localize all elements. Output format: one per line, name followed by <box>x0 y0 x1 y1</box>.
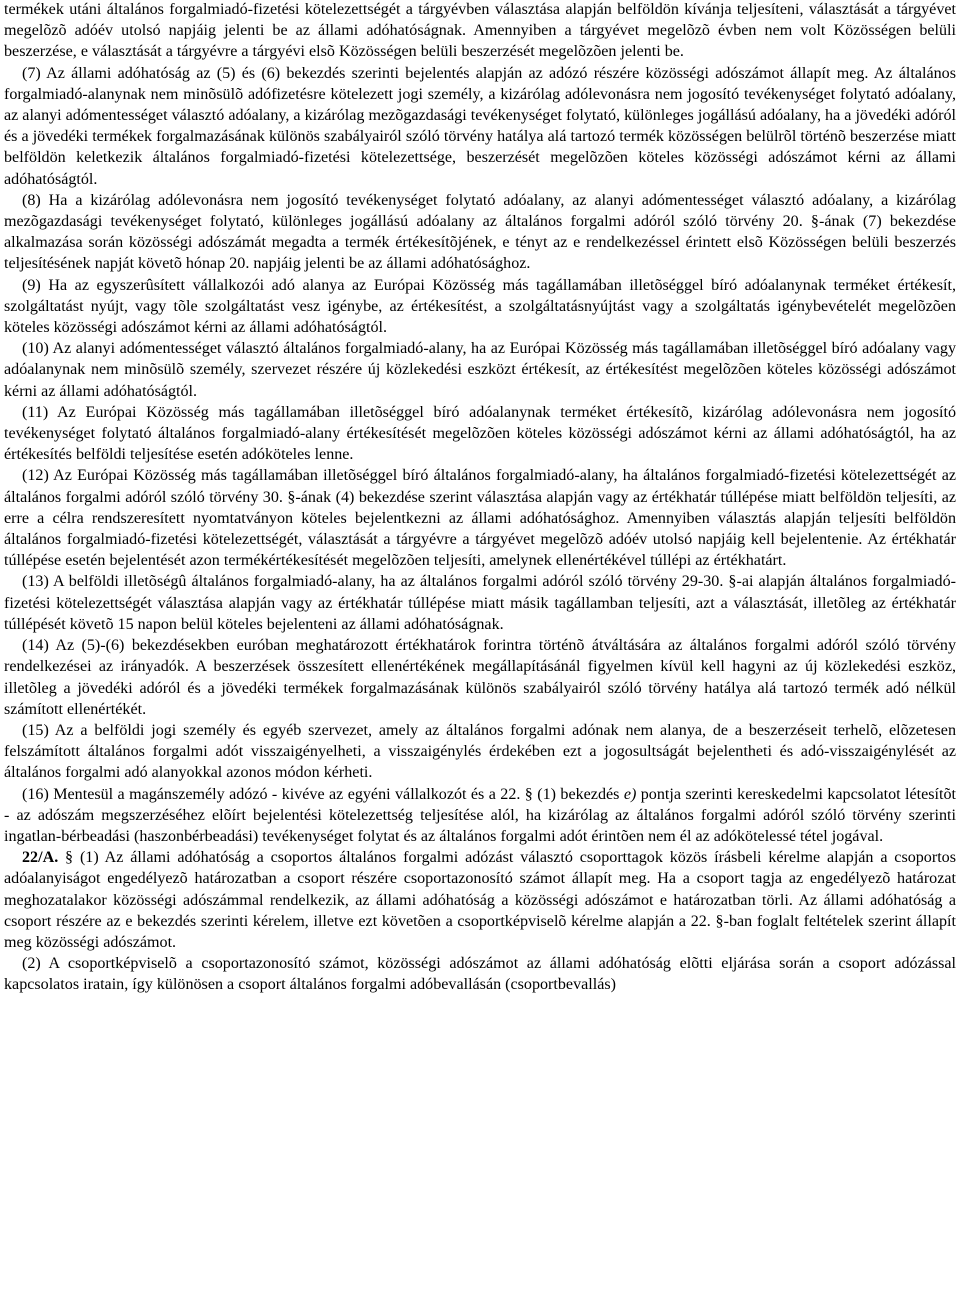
section-22a-paragraph-1 <box>4 847 956 953</box>
paragraph-continuation: termékek utáni általános forgalmiadó-fizetési kötelezettségét a tárgyévben választása alapján belföldön kívánja teljesíteni, választását a tárgyévet megelõzõ adóév utolsó napjáig jelenti be az állami adóhatóságnak. Amennyiben a tárgyévet megelõzõ évben nem volt Közösségen belüli beszerzése, e választását a tárgyévre a tárgyévi elsõ Közösségen belüli beszerzését megelõzõen jelenti be. <box>4 1 956 61</box>
paragraph-7: (7) Az állami adóhatóság az (5) és (6) bekezdés szerinti bejelentés alapján az adózó részére közösségi adószámot állapít meg. Az általános forgalmiadó-alanynak nem minõsülõ adófizetésre kötelezett jogi személy, a kizárólag adólevonásra nem jogosító tevékenységet folytató adóalany, az alanyi adómentességet választó adóalany, a kizárólag mezõgazdasági tevékenységet folytató, különleges jogállású adóalany, ha a jövedéki adóról és a jövedéki termékek forgalmazásának különös szabályairól szóló törvény hatálya alá tartozó termék közösségen belülrõl történõ beszerzése miatt belföldön keletkezik általános forgalmiadó-fizetési kötelezettsége, beszerzését megelõzõen köteles közösségi adószámot kérni az állami adóhatóságtól. <box>4 64 956 188</box>
paragraph-8: (8) Ha a kizárólag adólevonásra nem jogosító tevékenységet folytató adóalany, az alanyi adómentességet választó adóalany, a kizárólag mezõgazdasági tevékenységet folytató, különleges jogállású adóalany az általános forgalmi adóról szóló törvény 20. §-ának (7) bekezdése alkalmazása során közösségi adószámát megadta a termék értékesítõjének, e tényt az e rendelkezéssel érintett elsõ Közösségen belüli beszerzés teljesítésének napját követõ hónap 20. napjáig jelenti be az állami adóhatósághoz. <box>4 191 956 273</box>
paragraph-12: (12) Az Európai Közösség más tagállamában illetõséggel bíró általános forgalmiadó-alany, ha általános forgalmiadó-fizetési kötelezettségét az általános forgalmi adóról szóló törvény 30. §-ának (4) bekezdése szerint választása alapján vagy az értékhatár túllépése miatt belföldön teljesíti, az erre a célra rendszeresített nyomtatványon köteles bejelentkezni az állami adóhatósághoz. Amennyiben választás alapján teljesíti belföldön általános forgalmiadó-fizetési kötelezettségét, választását a tárgyévre a tárgyévet megelõzõ adóév utolsó napjáig kell bejelentenie. Az értékhatár túllépése esetén bejelentését azon termékértékesítését megelõzõen teljesíti, amelynek ellenértékével túllépi az értékhatárt. <box>4 467 956 570</box>
paragraph-15: (15) Az a belföldi jogi személy és egyéb szervezet, amely az általános forgalmi adónak nem alanya, de a beszerzéseit terhelõ, elõzetesen felszámított általános forgalmi adót visszaigényelheti, a visszaigénylés érdekében ezt a jogosultságát bejelentheti és adó-visszaigénylését az általános forgalmi adó alanyokkal azonos módon kérheti. <box>4 721 956 782</box>
paragraph-16 <box>4 784 956 848</box>
paragraph-10: (10) Az alanyi adómentességet választó általános forgalmiadó-alany, ha az Európai Közösség más tagállamában illetõséggel bíró adóalany vagy adóalanynak nem minõsülõ személy, szervezet részére új közlekedési eszközt értékesít, az értékesítést megelõzõen köteles közösségi adószámot kérni az állami adóhatóságtól. <box>4 340 956 400</box>
paragraph-9: (9) Ha az egyszerûsített vállalkozói adó alanya az Európai Közösség más tagállamában illetõséggel bíró adóalanynak terméket értékesít, szolgáltatást nyújt, vagy tõle szolgáltatást vesz igénybe, az értékesítést, a szolgáltatásnyújtást vagy a szolgáltatás igénybevételét megelõzõen köteles közösségi adószámot kérni az állami adóhatóságtól. <box>4 276 956 337</box>
paragraph-11: (11) Az Európai Közösség más tagállamában illetõséggel bíró adóalanynak terméket értékesítõ, kizárólag adólevonásra nem jogosító tevékenységet folytató általános forgalmiadó-alany értékesítését megelõzõen köteles közösségi adószámot kérni az állami adóhatóságtól, ha az értékesítés belföldi teljesítése esetén adóköteles lenne. <box>4 403 956 464</box>
paragraph-16-italic-point: e) <box>623 785 637 803</box>
paragraph-13: (13) A belföldi illetõségû általános forgalmiadó-alany, ha az általános forgalmi adóról szóló törvény 29-30. §-ai alapján általános forgalmiadó-fizetési kötelezettségét választása alapján vagy az értékhatár túllépése miatt másik tagállamban teljesíti, azt a választását, illetõleg az értékhatár túllépését követõ 15 napon belül köteles bejelenteni az állami adóhatóságnak. <box>4 573 956 633</box>
section-22a-paragraph-1-text: § (1) Az állami adóhatóság a csoportos általános forgalmi adózást választó csoporttagok közös írásbeli kérelme alapján a csoportos adóalanyiságot engedélyezõ határozatban a csoport részére csoportazonosító számot állapít meg. Ha a csoport tagja az engedélyezõ határozat meghozatalakor közösségi adószámmal rendelkezik, az állami adóhatóság a közösségi adószámot e határozatban törli. Az állami adóhatóság a csoport részére az e bekezdés szerinti kérelem, illetve ezt követõen a csoportképviselõ kérelme alapján a 22. §-ban foglalt feltételek szerint állapít meg közösségi adószámot. <box>4 849 956 951</box>
paragraph-16-text-after: pontja szerinti kereskedelmi kapcsolatot létesítõt - az adószám megszerzéséhez elõírt bejelentési kötelezettség teljesítése alól, ha kizárólag az általános forgalmi adóról szóló törvény szerinti ingatlan-bérbeadási (haszonbérbeadási) tevékenységet folytat és az általános forgalmi adót érintõen nem él az adókötelessé tétel jogával. <box>4 785 956 845</box>
paragraph-14: (14) Az (5)-(6) bekezdésekben euróban meghatározott értékhatárok forintra történõ átváltására az általános forgalmi adóról szóló törvény rendelkezései az irányadók. A beszerzések összesített ellenértékének megállapításánál figyelmen kívül kell hagyni az új közlekedési eszköz, illetõleg a jövedéki adóról és a jövedéki termékek forgalmazásának különös szabályairól szóló törvény hatálya alá tartozó termék adó nélkül számított ellenértékét. <box>4 637 956 718</box>
paragraph-16-text-before: (16) Mentesül a magánszemély adózó - kivéve az egyéni vállalkozót és a 22. § (1) bekezdés <box>22 785 624 803</box>
section-22a-paragraph-2: (2) A csoportképviselõ a csoportazonosító számot, közösségi adószámot az állami adóhatóság elõtti eljárása során a csoport adózással kapcsolatos iratain, így különösen a csoport általános forgalmi adóbevallásán (csoportbevallás) <box>4 955 956 994</box>
section-heading-22a: 22/A. <box>22 849 59 867</box>
